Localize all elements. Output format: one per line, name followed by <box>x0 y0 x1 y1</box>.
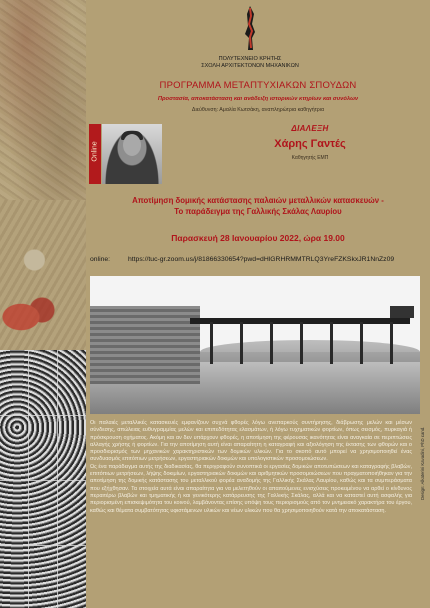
photo-pier-roof <box>390 306 414 318</box>
university-logo-icon <box>239 4 261 54</box>
abstract-paragraph: Ως ένα παράδειγμα αυτής της διαδικασίας, θα περιγραφούν συνοπτικά οι εργασίες δομικών αποτυπώσεων και καταγραφής βλαβών, επιτόπιων μετρήσεων, λήψης δοκιμίων, εργαστηριακών δοκιμών και αριθμητικών προσομοιώσεων που πραγματοποιήθηκαν για την αποτίμηση της δομικής κατάστασης του μεταλλικού φορέα αναδομής της Γαλλικής Σκάλας Λαυρίου, καθώς και τα συμπεράσματα που εξήχθησαν. Τα στοιχεία αυτά είναι απαραίτητα για να μελετηθούν οι απαιτούμενες ενισχύσεις προκειμένου να αρθεί ο κίνδυνος περαιτέρω βλαβών και τμηματικής ή και γενικότερης κατάρρευσης της Γαλλικής Σκάλας, αλλά και να καταστεί αυτή ασφαλής για περιορισμένη επισκεψιμότητα του κοινού, λαμβάνοντας επίσης υπόψη τους περιορισμούς από τον μνημειακό χαρακτήρα του έργου, καθώς και θέματα συμβατότητας υφιστάμενων υλικών και νέων υλικών που θα χρησιμοποιηθούν κατά την αποκατάσταση. <box>90 463 412 514</box>
lecture-date: Παρασκευή 28 Ιανουαρίου 2022, ώρα 19.00 <box>171 233 345 243</box>
zoom-link[interactable]: https://tuc-gr.zoom.us/j/81866330654?pwd=dHlGRHRMMTRLQ3YreFZKSkxJR1NnZz09 <box>128 256 395 263</box>
design-credit: Design: Alkaterini Kavadini, PhD cand. <box>420 426 425 500</box>
online-tab <box>89 124 101 184</box>
speaker-photo <box>102 124 162 184</box>
photo-pillar <box>210 322 213 364</box>
lecture-label: ΔΙΑΛΕΞΗ <box>291 124 329 133</box>
grid-line <box>0 415 86 416</box>
photo-pillar <box>300 322 303 364</box>
bridge-photo <box>90 276 420 414</box>
university-name: ΠΟΛΥΤΕΧΝΕΙΟ ΚΡΗΤΗΣ ΣΧΟΛΗ ΑΡΧΙΤΕΚΤΟΝΩΝ ΜΗΧΑΝΙΚΩΝ <box>201 56 299 69</box>
speaker-name: Χάρης Γαντές <box>274 138 346 150</box>
map-texture-bottom <box>0 350 86 608</box>
photo-hill <box>200 340 420 364</box>
map-red-patch <box>0 282 70 352</box>
grid-line <box>28 350 29 608</box>
program-subtitle: Προστασία, αποκατάσταση και ανάδειξη ιστορικών κτηρίων και συνόλων <box>157 96 359 102</box>
program-title: ΠΡΟΓΡΑΜΜΑ ΜΕΤΑΠΤΥΧΙΑΚΩΝ ΣΠΟΥΔΩΝ <box>159 80 357 91</box>
photo-pillar <box>240 322 243 364</box>
speaker-role: Καθηγητής ΕΜΠ <box>291 155 329 161</box>
photo-pillar <box>330 322 333 364</box>
online-link-label: online: <box>90 256 111 263</box>
decorative-map-strip <box>0 0 86 608</box>
lecture-title: Αποτίμηση δομικής κατάστασης παλαιών μεταλλικών κατασκευών - Το παράδειγμα της Γαλλικής Σκάλας Λαυρίου <box>132 196 384 216</box>
map-texture-top <box>0 0 86 200</box>
abstract-paragraph: Οι παλαιές μεταλλικές κατασκευές εμφανίζουν συχνά φθορές λόγω ανεπαρκούς συντήρησης, διάβρωσης μελών και μέσων σύνδεσης, απώλειας ευθυγραμμίας μελών και επιπεδότητας ελασμάτων, ή λόγω τυχηματικών φορτίων, όπως σεισμός, πυρκαγιά ή πρόσκρουση οχήματος. Ακόμη και αν δεν υπάρχουν φθορές, η αποτίμηση της φέρουσας ικανότητας είναι αναγκαία σε περιπτώσεις αλλαγής χρήσης ή φορτίων. Για την αποτίμηση αυτή είναι απαραίτητη η καταγραφή και αξιολόγηση της έκτασης των φθορών και ο προσδιορισμός των μηχανικών χαρακτηριστικών των δομικών υλικών. Για το σκοπό αυτό μπορεί να χρησιμοποιηθεί ένας συνδυασμός επιτόπιων μετρήσεων, εργαστηριακών δοκιμών και υπολογιστικών προσομοιώσεων. <box>90 420 412 463</box>
grid-line <box>0 545 86 546</box>
grid-line <box>0 480 86 481</box>
program-director: Διεύθυνση: Αμαλία Κωτσάκη, αναπληρώτρια καθηγήτρια <box>191 107 325 113</box>
grid-line <box>57 350 58 608</box>
online-tab-label: Online <box>91 141 99 162</box>
photo-stone-wall <box>90 306 200 384</box>
abstract-text <box>90 420 412 515</box>
photo-pillar <box>390 322 393 364</box>
photo-pillar <box>360 322 363 364</box>
photo-pillar <box>270 322 273 364</box>
photo-face <box>123 134 141 156</box>
